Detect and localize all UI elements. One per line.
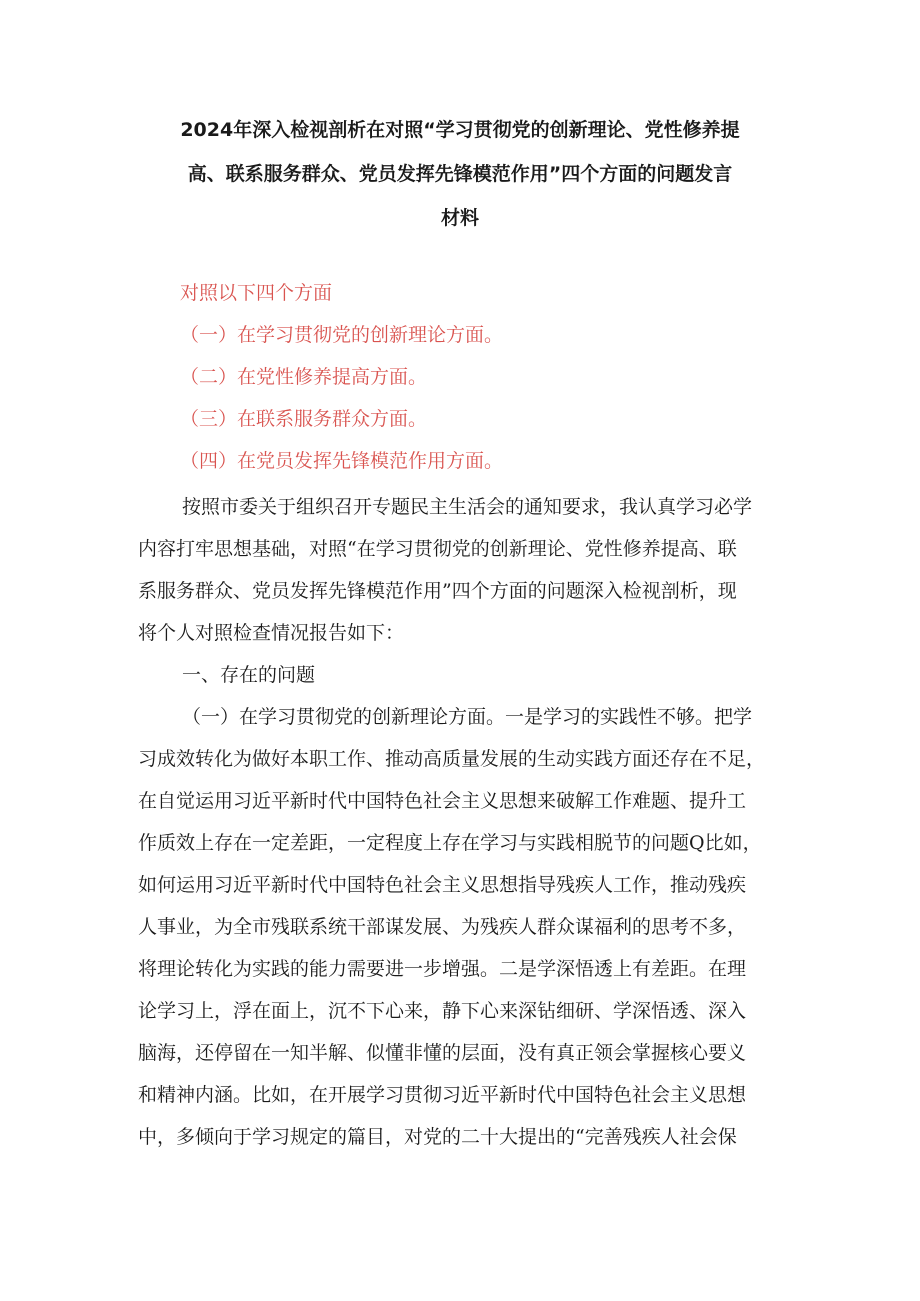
aspect-item: （一）在学习贯彻党的创新理论方面。 <box>180 324 504 346</box>
section1-line: 人事业，为全市残联系统干部谋发展、为残疾人群众谋福利的思考不多， <box>138 916 747 938</box>
intro-line: 系服务群众、党员发挥先锋模范作用”四个方面的问题深入检视剖析，现 <box>138 580 737 602</box>
aspects-list <box>180 272 780 482</box>
section1-line: 如何运用习近平新时代中国特色社会主义思想指导残疾人工作，推动残疾 <box>138 874 747 896</box>
aspects-heading: 对照以下四个方面 <box>180 282 333 304</box>
section1-line: （一）在学习贯彻党的创新理论方面。一是学习的实践性不够。把学 <box>182 706 753 728</box>
aspect-item: （四）在党员发挥先锋模范作用方面。 <box>180 450 504 472</box>
section1-line: 在自觉运用习近平新时代中国特色社会主义思想来破解工作难题、提升工 <box>138 790 747 812</box>
intro-line: 内容打牢思想基础，对照“在学习贯彻党的创新理论、党性修养提高、联 <box>138 538 737 560</box>
section-heading: 一、存在的问题 <box>182 664 316 686</box>
section1-line: 习成效转化为做好本职工作、推动高质量发展的生动实践方面还存在不足， <box>138 748 766 770</box>
section1-line: 将理论转化为实践的能力需要进一步增强。二是学深悟透上有差距。在理 <box>138 958 747 980</box>
body-text <box>138 486 798 1158</box>
section1-line: 中，多倾向于学习规定的篇目，对党的二十大提出的“完善残疾人社会保 <box>138 1126 737 1148</box>
section1-line: 作质效上存在一定差距，一定程度上存在学习与实践相脱节的问题Q比如， <box>138 832 762 854</box>
section1-line: 和精神内涵。比如，在开展学习贯彻习近平新时代中国特色社会主义思想 <box>138 1084 747 1106</box>
intro-line: 按照市委关于组织召开专题民主生活会的通知要求，我认真学习必学 <box>182 496 753 518</box>
section1-line: 论学习上，浮在面上，沉不下心来，静下心来深钻细研、学深悟透、深入 <box>138 1000 747 1022</box>
title-line-1: 2024年深入检视剖析在对照“学习贯彻党的创新理论、党性修养提 <box>180 119 740 141</box>
title-line-2: 高、联系服务群众、党员发挥先锋模范作用”四个方面的问题发言 <box>187 163 733 185</box>
aspect-item: （三）在联系服务群众方面。 <box>180 408 428 430</box>
title-line-3: 材料 <box>440 207 479 229</box>
section1-line: 脑海，还停留在一知半解、似懂非懂的层面，没有真正领会掌握核心要义 <box>138 1042 747 1064</box>
intro-line: 将个人对照检查情况报告如下： <box>138 622 405 644</box>
document-title <box>130 108 790 240</box>
aspect-item: （二）在党性修养提高方面。 <box>180 366 428 388</box>
